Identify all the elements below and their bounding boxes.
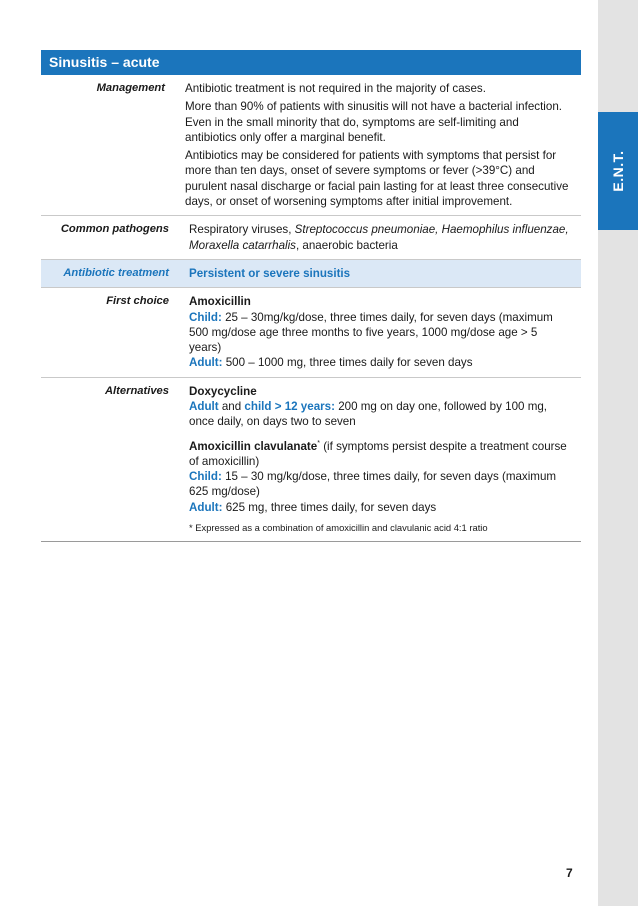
pathogens-label: Common pathogens (60, 223, 169, 236)
management-paragraph: More than 90% of patients with sinusitis will not have a bacterial infection. Even in the small minority that do, symptoms are self-limiting and antibiotics only offer a marginal benefit. (185, 100, 562, 144)
management-content (173, 75, 581, 215)
management-paragraph: Antibiotics may be considered for patients with symptoms that persist for more than ten days, onset of severe symptoms or fever (>39°C) and purulent nasal discharge or facial pain lasting for at least three consecutive days, or onset of worsening symptoms after initial improvement. (185, 149, 569, 209)
amoxicillin-clavulanate-note: (if symptoms persist despite a treatment course of amoxicillin) (189, 439, 567, 468)
first-choice-label: First choice (106, 295, 169, 308)
management-label: Management (96, 82, 165, 94)
pathogens-text: Respiratory viruses, (189, 223, 295, 237)
sinusitis-table (41, 50, 581, 542)
management-row (41, 75, 581, 216)
alternatives-label: Alternatives (104, 384, 169, 397)
doxycycline-adult-label: Adult (189, 400, 219, 414)
antibiotic-treatment-row (41, 260, 581, 288)
section-tab-label: E.N.T. (610, 150, 626, 192)
pathogens-tail: , anaerobic bacteria (295, 238, 398, 252)
amox-clav-child-text: 15 – 30 mg/kg/dose, three times daily, for seven days (maximum 625 mg/dose) (189, 470, 557, 499)
antibiotic-treatment-heading: Persistent or severe sinusitis (189, 266, 351, 280)
alternatives-content (177, 378, 581, 542)
amox-clav-child-label: Child: (189, 470, 222, 484)
pathogens-species: Streptococcus pneumoniae, Haemophilus influenzae, Moraxella catarrhalis (189, 223, 569, 252)
amoxicillin-clavulanate-block (189, 436, 569, 515)
footnote-marker: * (317, 439, 320, 447)
page-number: 7 (566, 866, 573, 880)
adult-dose-label: Adult: (189, 356, 223, 370)
antibiotic-treatment-heading-cell (177, 260, 581, 287)
doxycycline-dose-text: 200 mg on day one, followed by 100 mg, once daily, on days two to seven (189, 400, 548, 429)
section-title: Sinusitis – acute (41, 50, 581, 75)
amox-clav-adult-label: Adult: (189, 500, 223, 514)
section-tab-ent[interactable] (598, 112, 638, 230)
pathogens-row (41, 216, 581, 260)
management-paragraph: Antibiotic treatment is not required in the majority of cases. (185, 82, 486, 95)
pathogens-content (177, 216, 581, 259)
first-choice-content (177, 288, 581, 376)
doxycycline-and: and (218, 400, 245, 414)
antibiotic-treatment-label: Antibiotic treatment (63, 266, 169, 279)
alternatives-row (41, 378, 581, 542)
first-choice-row (41, 288, 581, 377)
footnote: * Expressed as a combination of amoxicillin and clavulanic acid 4:1 ratio (189, 521, 488, 533)
child-dose-text: 25 – 30mg/kg/dose, three times daily, for seven days (maximum 500 mg/dose age three months to five years, 1000 mg/dose age > 5 years) (189, 310, 553, 355)
doxycycline-child-label: child > 12 years: (244, 400, 335, 414)
first-choice-drug: Amoxicillin (189, 295, 251, 309)
amox-clav-adult-text: 625 mg, three times daily, for seven days (222, 500, 437, 514)
adult-dose-text: 500 – 1000 mg, three times daily for seven days (222, 356, 473, 370)
alternative-drug-doxycycline: Doxycycline (189, 384, 257, 398)
child-dose-label: Child: (189, 310, 222, 324)
alternative-drug-amoxicillin-clavulanate: Amoxicillin clavulanate (189, 439, 318, 453)
